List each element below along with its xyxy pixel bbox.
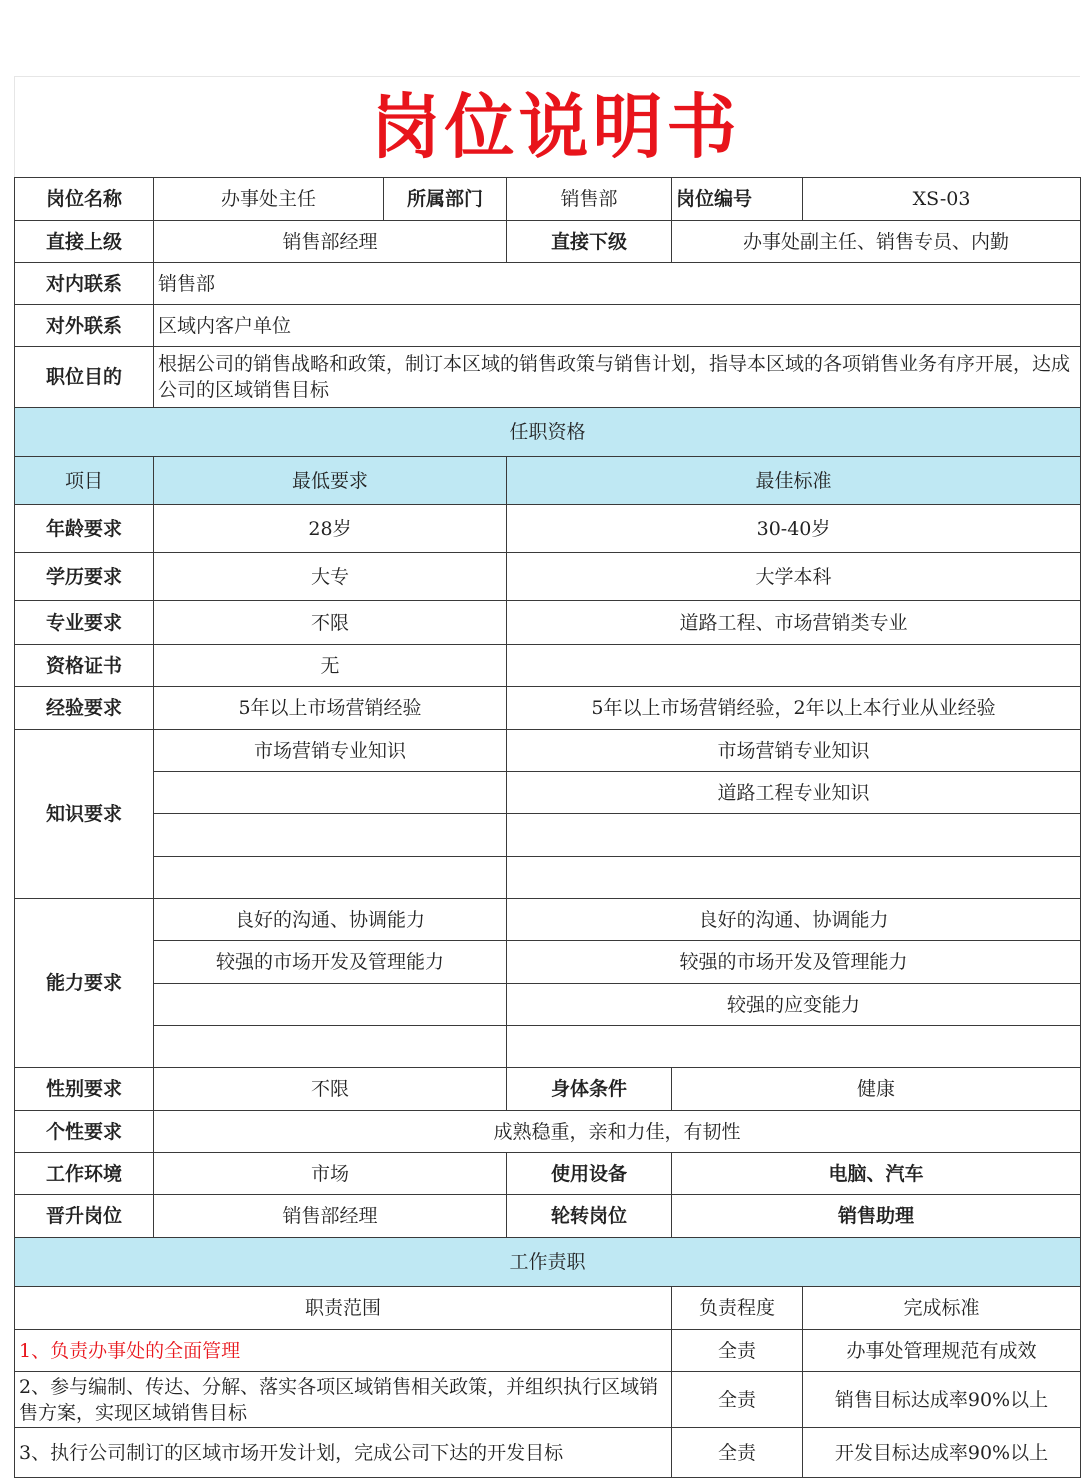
purpose-label: 职位目的 <box>15 347 154 408</box>
duty-scope: 2、参与编制、传达、分解、落实各项区域销售相关政策，并组织执行区域销售方案，实现区域销售目标 <box>15 1372 672 1428</box>
ability-label: 能力要求 <box>15 899 154 1068</box>
row-env <box>15 1153 1081 1195</box>
gender-value: 不限 <box>154 1068 507 1111</box>
code-label: 岗位编号 <box>672 178 803 221</box>
row-exp <box>15 687 1081 730</box>
col-scope-header: 职责范围 <box>15 1287 672 1330</box>
dept-label: 所属部门 <box>384 178 507 221</box>
personality-value: 成熟稳重，亲和力佳，有韧性 <box>154 1111 1081 1153</box>
personality-label: 个性要求 <box>15 1111 154 1153</box>
ability-best-4 <box>507 1026 1081 1068</box>
dept-value: 销售部 <box>507 178 672 221</box>
row-knowledge-4 <box>15 857 1081 899</box>
age-label: 年龄要求 <box>15 505 154 553</box>
name-value: 办事处主任 <box>154 178 384 221</box>
external-value: 区域内客户单位 <box>154 305 1081 347</box>
row-internal <box>15 263 1081 305</box>
health-label: 身体条件 <box>507 1068 672 1111</box>
duty-standard: 办事处管理规范有成效 <box>803 1330 1081 1372</box>
edu-best: 大学本科 <box>507 553 1081 601</box>
duty-standard: 开发目标达成率90%以上 <box>803 1428 1081 1478</box>
equip-label: 使用设备 <box>507 1153 672 1195</box>
row-duties-section <box>15 1238 1081 1287</box>
row-qual-section <box>15 408 1081 457</box>
col-min-header: 最低要求 <box>154 457 507 505</box>
ability-min-1: 良好的沟通、协调能力 <box>154 899 507 941</box>
age-best: 30-40岁 <box>507 505 1081 553</box>
row-basic-1 <box>15 178 1081 221</box>
gender-label: 性别要求 <box>15 1068 154 1111</box>
age-min: 28岁 <box>154 505 507 553</box>
knowledge-label: 知识要求 <box>15 730 154 899</box>
page-title: 岗位说明书 <box>370 86 741 168</box>
ability-best-2: 较强的市场开发及管理能力 <box>507 941 1081 984</box>
job-description-sheet <box>14 76 1080 1464</box>
row-knowledge-2 <box>15 772 1081 814</box>
row-basic-2 <box>15 221 1081 263</box>
rotate-label: 轮转岗位 <box>507 1195 672 1238</box>
purpose-value: 根据公司的销售战略和政策，制订本区域的销售政策与销售计划，指导本区域的各项销售业务有序开展，达成公司的区域销售目标 <box>154 347 1081 408</box>
name-label: 岗位名称 <box>15 178 154 221</box>
major-label: 专业要求 <box>15 601 154 645</box>
knowledge-min-3 <box>154 814 507 857</box>
knowledge-min-4 <box>154 857 507 899</box>
external-label: 对外联系 <box>15 305 154 347</box>
major-best: 道路工程、市场营销类专业 <box>507 601 1081 645</box>
internal-label: 对内联系 <box>15 263 154 305</box>
knowledge-best-4 <box>507 857 1081 899</box>
job-table <box>14 177 1081 1478</box>
knowledge-min-1: 市场营销专业知识 <box>154 730 507 772</box>
knowledge-min-2 <box>154 772 507 814</box>
title-row <box>14 76 1080 177</box>
subordinate-label: 直接下级 <box>507 221 672 263</box>
qualification-section-title: 任职资格 <box>15 408 1081 457</box>
row-cert <box>15 645 1081 687</box>
row-age <box>15 505 1081 553</box>
col-standard-header: 完成标准 <box>803 1287 1081 1330</box>
major-min: 不限 <box>154 601 507 645</box>
promo-label: 晋升岗位 <box>15 1195 154 1238</box>
ability-min-3 <box>154 984 507 1026</box>
row-promo <box>15 1195 1081 1238</box>
rotate-value: 销售助理 <box>672 1195 1081 1238</box>
col-degree-header: 负责程度 <box>672 1287 803 1330</box>
row-gender <box>15 1068 1081 1111</box>
duty-degree: 全责 <box>672 1330 803 1372</box>
superior-value: 销售部经理 <box>154 221 507 263</box>
ability-min-2: 较强的市场开发及管理能力 <box>154 941 507 984</box>
exp-label: 经验要求 <box>15 687 154 730</box>
row-duties-header <box>15 1287 1081 1330</box>
row-ability-4 <box>15 1026 1081 1068</box>
row-qual-header <box>15 457 1081 505</box>
row-knowledge-1 <box>15 730 1081 772</box>
duties-section-title: 工作责职 <box>15 1238 1081 1287</box>
env-value: 市场 <box>154 1153 507 1195</box>
ability-min-4 <box>154 1026 507 1068</box>
equip-value: 电脑、汽车 <box>672 1153 1081 1195</box>
duty-row <box>15 1428 1081 1478</box>
cert-min: 无 <box>154 645 507 687</box>
internal-value: 销售部 <box>154 263 1081 305</box>
row-purpose <box>15 347 1081 408</box>
col-best-header: 最佳标准 <box>507 457 1081 505</box>
edu-min: 大专 <box>154 553 507 601</box>
knowledge-best-1: 市场营销专业知识 <box>507 730 1081 772</box>
edu-label: 学历要求 <box>15 553 154 601</box>
row-external <box>15 305 1081 347</box>
exp-min: 5年以上市场营销经验 <box>154 687 507 730</box>
duty-row <box>15 1372 1081 1428</box>
cert-label: 资格证书 <box>15 645 154 687</box>
knowledge-best-3 <box>507 814 1081 857</box>
code-value: XS-03 <box>803 178 1081 221</box>
duty-standard: 销售目标达成率90%以上 <box>803 1372 1081 1428</box>
superior-label: 直接上级 <box>15 221 154 263</box>
row-edu <box>15 553 1081 601</box>
row-ability-1 <box>15 899 1081 941</box>
ability-best-3: 较强的应变能力 <box>507 984 1081 1026</box>
row-major <box>15 601 1081 645</box>
cert-best <box>507 645 1081 687</box>
duty-degree: 全责 <box>672 1372 803 1428</box>
exp-best: 5年以上市场营销经验，2年以上本行业从业经验 <box>507 687 1081 730</box>
ability-best-1: 良好的沟通、协调能力 <box>507 899 1081 941</box>
env-label: 工作环境 <box>15 1153 154 1195</box>
row-ability-2 <box>15 941 1081 984</box>
row-knowledge-3 <box>15 814 1081 857</box>
duty-row <box>15 1330 1081 1372</box>
row-personality <box>15 1111 1081 1153</box>
duty-scope: 3、执行公司制订的区域市场开发计划，完成公司下达的开发目标 <box>15 1428 672 1478</box>
duty-scope: 1、负责办事处的全面管理 <box>15 1330 672 1372</box>
knowledge-best-2: 道路工程专业知识 <box>507 772 1081 814</box>
duty-degree: 全责 <box>672 1428 803 1478</box>
health-value: 健康 <box>672 1068 1081 1111</box>
col-item-header: 项目 <box>15 457 154 505</box>
row-ability-3 <box>15 984 1081 1026</box>
subordinate-value: 办事处副主任、销售专员、内勤 <box>672 221 1081 263</box>
promo-value: 销售部经理 <box>154 1195 507 1238</box>
